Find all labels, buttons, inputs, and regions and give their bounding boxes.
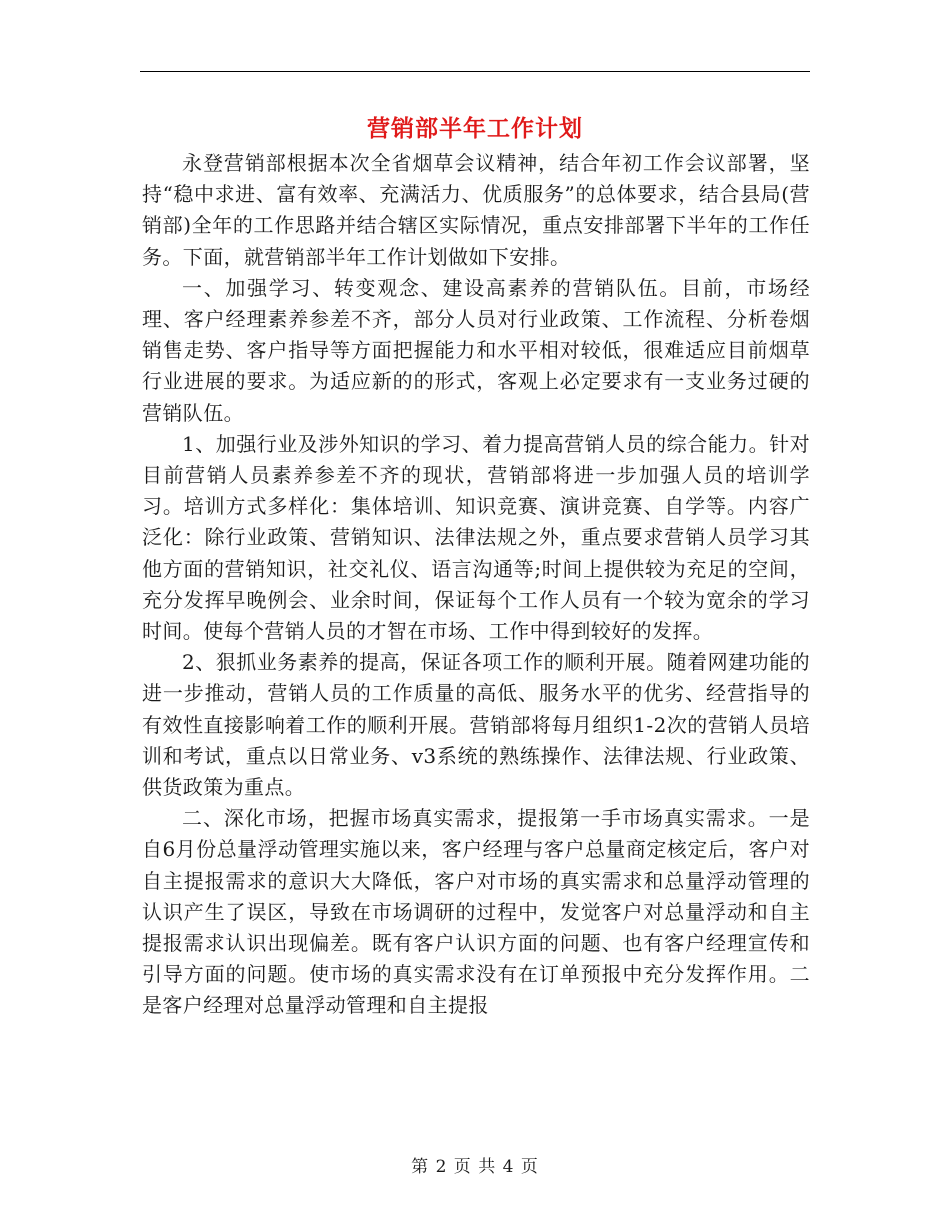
document-title: 营销部半年工作计划 bbox=[367, 115, 583, 142]
page-number-footer: 第 2 页 共 4 页 bbox=[411, 1157, 539, 1177]
paragraph-intro: 永登营销部根据本次全省烟草会议精神，结合年初工作会议部署，坚持“稳中求进、富有效率、充满活力、优质服务”的总体要求，结合县局(营销部)全年的工作思路并结合辖区实际情况，重点安排部署下半年的工作任务。下面，就营销部半年工作计划做如下安排。 bbox=[142, 151, 810, 269]
paragraph-section-one: 一、加强学习、转变观念、建设高素养的营销队伍。目前，市场经理、客户经理素养参差不齐，部分人员对行业政策、工作流程、分析卷烟销售走势、客户指导等方面把握能力和水平相对较低，很难适应目前烟草行业进展的要求。为适应新的的形式，客观上必定要求有一支业务过硬的营销队伍。 bbox=[142, 275, 810, 425]
paragraph-item-one: 1、加强行业及涉外知识的学习、着力提高营销人员的综合能力。针对目前营销人员素养参差不齐的现状，营销部将进一步加强人员的培训学习。培训方式多样化：集体培训、知识竞赛、演讲竞赛、自学等。内容广泛化：除行业政策、营销知识、法律法规之外，重点要求营销人员学习其他方面的营销知识，社交礼仪、语言沟通等;时间上提供较为充足的空间，充分发挥早晚例会、业余时间，保证每个工作人员有一个较为宽余的学习时间。使每个营销人员的才智在市场、工作中得到较好的发挥。 bbox=[142, 431, 810, 644]
document-body bbox=[142, 148, 810, 1022]
paragraph-section-two: 二、深化市场，把握市场真实需求，提报第一手市场真实需求。一是自6月份总量浮动管理实施以来，客户经理与客户总量商定核定后，客户对自主提报需求的意识大大降低，客户对市场的真实需求和总量浮动管理的认识产生了误区，导致在市场调研的过程中，发觉客户对总量浮动和自主提报需求认识出现偏差。既有客户认识方面的问题、也有客户经理宣传和引导方面的问题。使市场的真实需求没有在订单预报中充分发挥作用。二是客户经理对总量浮动管理和自主提报 bbox=[142, 806, 810, 1018]
header-rule bbox=[140, 71, 810, 72]
paragraph-item-two: 2、狠抓业务素养的提高，保证各项工作的顺利开展。随着网建功能的进一步推动，营销人员的工作质量的高低、服务水平的优劣、经营指导的有效性直接影响着工作的顺利开展。营销部将每月组织1-2次的营销人员培训和考试，重点以日常业务、v3系统的熟练操作、法律法规、行业政策、供货政策为重点。 bbox=[142, 650, 810, 800]
